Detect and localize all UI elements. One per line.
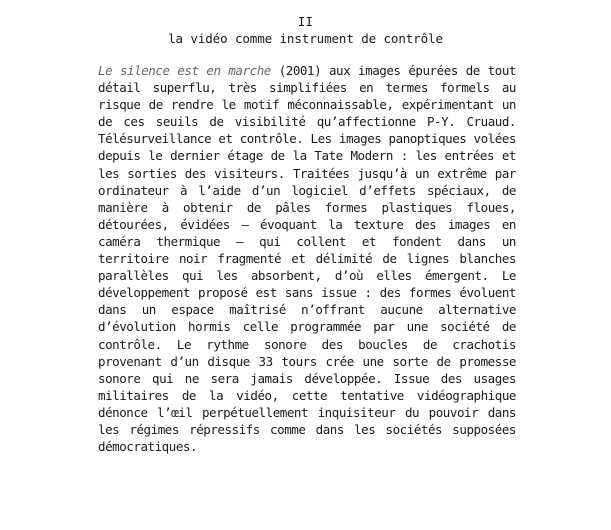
- body-paragraph: [98, 62, 516, 455]
- paragraph-text: (2001) aux images épurées de tout détail superflu, très simplifiées en termes formels au risque de rendre le motif méconnaissable, expérimentant un de ces seuils de visibilité qu’affectionne P-Y. Cruaud. Télésurveillance et contrôle. Les images panoptiques volées depuis le dernier étage de la Tate Modern : les entrées et les sorties des visiteurs. Traitées jusqu’à un extrême par ordinateur à l’aide d’un logiciel d’effets spéciaux, de manière à obtenir de pâles formes plastiques floues, détourées, évidées – évoquant la texture des images en caméra thermique – qui collent et fondent dans un territoire noir fragmenté et délimité de lignes blanches parallèles qui les absorbent, d’où elles émergent. Le développement proposé est sans issue : des formes évoluent dans un espace maîtrisé n’offrant aucune alternative d’évolution hormis celle programmée par une société de contrôle. Le rythme sonore des boucles de crachotis provenant d’un disque 33 tours crée une sorte de promesse sonore qui ne sera jamais développée. Issue des usages militaires de la vidéo, cette tentative vidéographique dénonce l’œil perpétuellement inquisiteur du pouvoir dans les régimes répressifs comme dans les sociétés supposées démocratiques.: [98, 63, 516, 455]
- section-title: la vidéo comme instrument de contrôle: [168, 31, 443, 46]
- section-number: II: [297, 14, 314, 29]
- work-title: Le silence est en marche: [98, 63, 271, 78]
